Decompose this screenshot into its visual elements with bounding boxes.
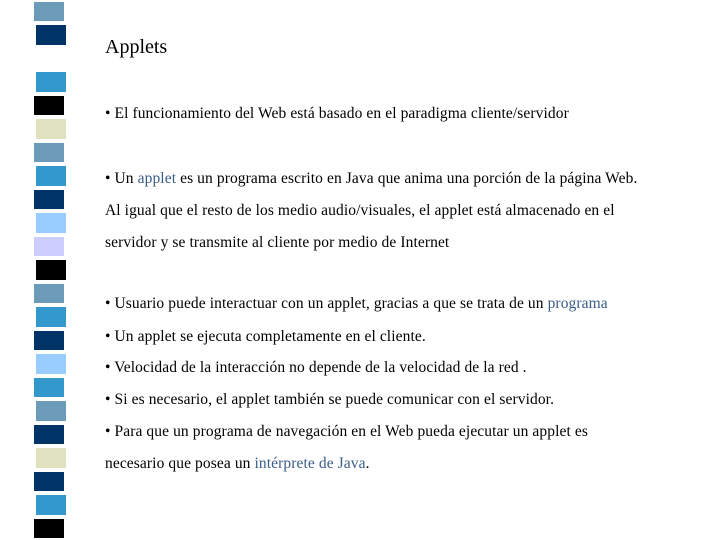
stripe-block [36, 401, 66, 420]
stripe-block [36, 307, 66, 326]
stripe-block [36, 354, 66, 373]
stripe-block [36, 72, 66, 91]
bullet-prefix: • Un [105, 170, 138, 187]
stripe-block [34, 425, 64, 444]
java-interpreter-link[interactable]: intérprete de Java [254, 455, 366, 472]
bullet-server-communication: • Si es necesario, el applet también se puede comunicar con el servidor. [105, 391, 555, 408]
bullet-applet-definition-line3: servidor y se transmite al cliente por medio de Internet [105, 234, 450, 251]
bullet-speed: • Velocidad de la interacción no depende de la velocidad de la red . [105, 359, 527, 376]
decorative-stripe [0, 0, 70, 540]
stripe-block [34, 472, 64, 491]
slide-title: Applets [105, 36, 168, 58]
bullet-text: es un programa escrito en Java que anima una porción de la página Web. [176, 170, 638, 187]
stripe-block [36, 213, 66, 232]
stripe-block [36, 166, 66, 185]
bullet-text: • Usuario puede interactuar con un applet, gracias a que se trata de un [105, 295, 548, 312]
stripe-block [36, 25, 66, 44]
stripe-block [34, 331, 64, 350]
stripe-block [34, 190, 64, 209]
programa-link[interactable]: programa [547, 295, 608, 312]
bullet-browser-requirement-line2 [105, 455, 370, 473]
stripe-block [36, 495, 66, 514]
applet-link[interactable]: applet [137, 170, 177, 187]
stripe-block [34, 49, 64, 68]
stripe-block [34, 237, 64, 256]
bullet-user-interaction [105, 295, 608, 313]
bullet-client-execution: • Un applet se ejecuta completamente en el cliente. [105, 328, 426, 345]
bullet-browser-requirement: • Para que un programa de navegación en el Web pueda ejecutar un applet es [105, 423, 588, 440]
stripe-block [34, 378, 64, 397]
stripe-block [34, 143, 64, 162]
stripe-block [36, 448, 66, 467]
stripe-block [34, 284, 64, 303]
bullet-text: . [365, 455, 370, 472]
stripe-block [34, 519, 64, 538]
stripe-block [36, 119, 66, 138]
bullet-web-paradigm: • El funcionamiento del Web está basado en el paradigma cliente/servidor [105, 105, 569, 122]
stripe-block [36, 260, 66, 279]
bullet-text: necesario que posea un [105, 455, 255, 472]
stripe-block [34, 96, 64, 115]
stripe-block [34, 2, 64, 21]
bullet-applet-definition-line2: Al igual que el resto de los medio audio/visuales, el applet está almacenado en el [105, 202, 615, 219]
bullet-applet-definition [105, 170, 637, 188]
